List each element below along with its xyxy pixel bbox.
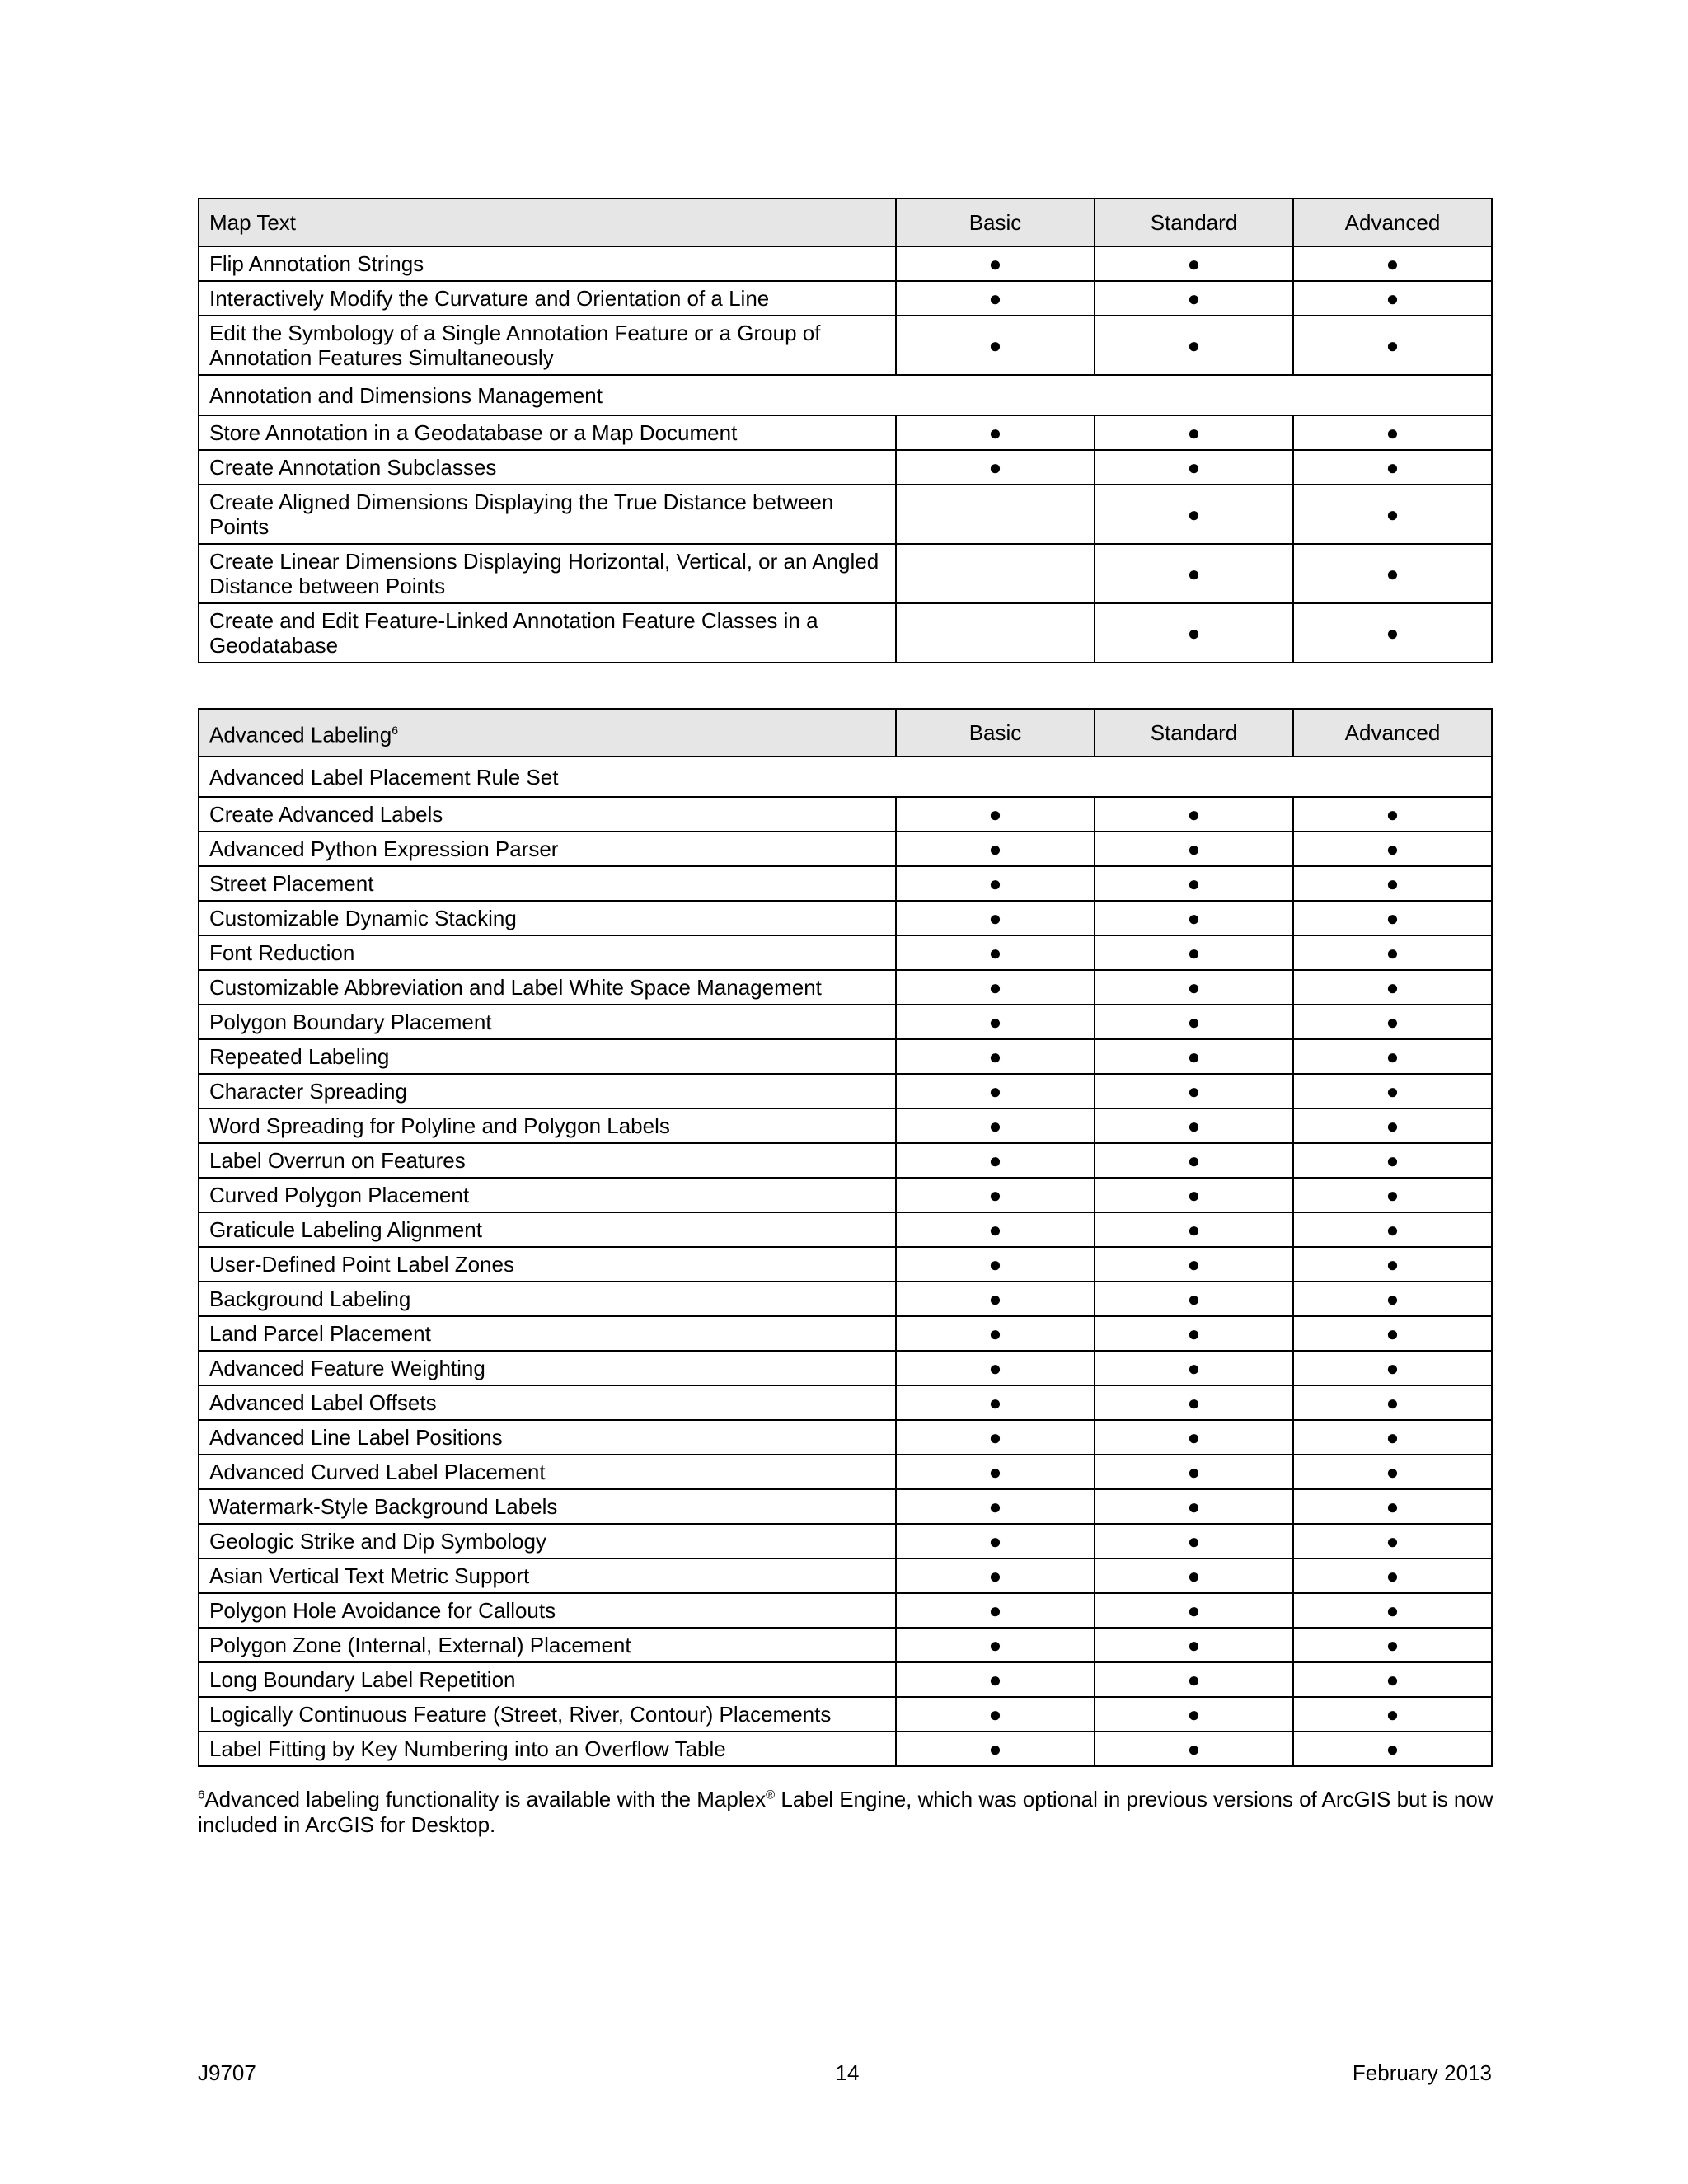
table-row bbox=[199, 1247, 1492, 1282]
feature-label: Land Parcel Placement bbox=[199, 1316, 896, 1351]
availability-dot-advanced: ● bbox=[1293, 450, 1492, 485]
availability-dot-standard: ● bbox=[1095, 1178, 1293, 1212]
availability-dot-standard: ● bbox=[1095, 1247, 1293, 1282]
availability-dot-basic: ● bbox=[896, 1039, 1095, 1074]
registered-mark: ® bbox=[766, 1788, 776, 1802]
table-row bbox=[199, 1178, 1492, 1212]
availability-dot-standard: ● bbox=[1095, 415, 1293, 450]
availability-dot-basic: ● bbox=[896, 1489, 1095, 1524]
availability-dot-advanced: ● bbox=[1293, 1524, 1492, 1558]
table-row bbox=[199, 1351, 1492, 1385]
availability-dot-basic: ● bbox=[896, 866, 1095, 901]
footnote bbox=[198, 1787, 1493, 1838]
table-row bbox=[199, 935, 1492, 970]
availability-dot-advanced: ● bbox=[1293, 415, 1492, 450]
availability-dot-standard: ● bbox=[1095, 1628, 1293, 1662]
table-row bbox=[199, 1212, 1492, 1247]
table-row bbox=[199, 1005, 1492, 1039]
table-row bbox=[199, 1039, 1492, 1074]
availability-dot-standard: ● bbox=[1095, 901, 1293, 935]
availability-dot-basic: ● bbox=[896, 1524, 1095, 1558]
availability-dot-standard: ● bbox=[1095, 603, 1293, 663]
section-header-row bbox=[199, 757, 1492, 797]
column-header-basic: Basic bbox=[896, 199, 1095, 246]
availability-dot-advanced: ● bbox=[1293, 1455, 1492, 1489]
availability-dot-basic: ● bbox=[896, 1455, 1095, 1489]
availability-dot-basic: ● bbox=[896, 1385, 1095, 1420]
availability-dot-basic: ● bbox=[896, 901, 1095, 935]
section-heading: Advanced Label Placement Rule Set bbox=[199, 757, 1492, 797]
column-header-advanced: Advanced bbox=[1293, 199, 1492, 246]
feature-label: Polygon Boundary Placement bbox=[199, 1005, 896, 1039]
feature-label: Curved Polygon Placement bbox=[199, 1178, 896, 1212]
availability-dot-standard: ● bbox=[1095, 485, 1293, 544]
availability-dot-standard: ● bbox=[1095, 1143, 1293, 1178]
table-row bbox=[199, 1282, 1492, 1316]
availability-dot-standard: ● bbox=[1095, 1074, 1293, 1108]
table-row bbox=[199, 1455, 1492, 1489]
availability-dot-standard: ● bbox=[1095, 1351, 1293, 1385]
table-title bbox=[199, 709, 896, 757]
availability-dot-standard: ● bbox=[1095, 1108, 1293, 1143]
availability-dot-basic: ● bbox=[896, 1005, 1095, 1039]
availability-dot-standard: ● bbox=[1095, 866, 1293, 901]
column-header-basic: Basic bbox=[896, 709, 1095, 757]
availability-dot-advanced: ● bbox=[1293, 1108, 1492, 1143]
footer-document-id: J9707 bbox=[198, 2060, 256, 2085]
availability-dot-basic bbox=[896, 603, 1095, 663]
feature-label: Geologic Strike and Dip Symbology bbox=[199, 1524, 896, 1558]
availability-dot-basic: ● bbox=[896, 1282, 1095, 1316]
availability-dot-standard: ● bbox=[1095, 1697, 1293, 1732]
feature-label: Font Reduction bbox=[199, 935, 896, 970]
availability-dot-standard: ● bbox=[1095, 1662, 1293, 1697]
availability-dot-basic: ● bbox=[896, 1558, 1095, 1593]
footnote-reference: 6 bbox=[392, 724, 398, 738]
feature-label: Graticule Labeling Alignment bbox=[199, 1212, 896, 1247]
feature-label: Advanced Line Label Positions bbox=[199, 1420, 896, 1455]
availability-dot-standard: ● bbox=[1095, 1455, 1293, 1489]
advanced-labeling-table bbox=[198, 708, 1493, 1767]
availability-dot-standard: ● bbox=[1095, 544, 1293, 603]
availability-dot-standard: ● bbox=[1095, 935, 1293, 970]
availability-dot-standard: ● bbox=[1095, 1420, 1293, 1455]
availability-dot-standard: ● bbox=[1095, 1732, 1293, 1766]
availability-dot-basic: ● bbox=[896, 1593, 1095, 1628]
feature-label: Create Linear Dimensions Displaying Horizontal, Vertical, or an Angled Distance between Points bbox=[199, 544, 896, 603]
table-row bbox=[199, 1074, 1492, 1108]
availability-dot-standard: ● bbox=[1095, 450, 1293, 485]
feature-label: Create Annotation Subclasses bbox=[199, 450, 896, 485]
table-row bbox=[199, 485, 1492, 544]
availability-dot-basic bbox=[896, 544, 1095, 603]
availability-dot-advanced: ● bbox=[1293, 901, 1492, 935]
table-row bbox=[199, 866, 1492, 901]
availability-dot-basic: ● bbox=[896, 1143, 1095, 1178]
feature-label: User-Defined Point Label Zones bbox=[199, 1247, 896, 1282]
footer-date: February 2013 bbox=[1352, 2060, 1492, 2085]
table-row bbox=[199, 544, 1492, 603]
availability-dot-basic: ● bbox=[896, 316, 1095, 375]
availability-dot-advanced: ● bbox=[1293, 603, 1492, 663]
availability-dot-basic: ● bbox=[896, 1697, 1095, 1732]
availability-dot-basic: ● bbox=[896, 797, 1095, 832]
footer-page-number: 14 bbox=[835, 2060, 860, 2085]
table-row bbox=[199, 1558, 1492, 1593]
table-title: Map Text bbox=[199, 199, 896, 246]
feature-label: Asian Vertical Text Metric Support bbox=[199, 1558, 896, 1593]
availability-dot-standard: ● bbox=[1095, 797, 1293, 832]
availability-dot-advanced: ● bbox=[1293, 970, 1492, 1005]
feature-label: Repeated Labeling bbox=[199, 1039, 896, 1074]
availability-dot-advanced: ● bbox=[1293, 1628, 1492, 1662]
table-row bbox=[199, 415, 1492, 450]
availability-dot-standard: ● bbox=[1095, 316, 1293, 375]
feature-label: Create Advanced Labels bbox=[199, 797, 896, 832]
table-row bbox=[199, 1420, 1492, 1455]
availability-dot-basic: ● bbox=[896, 970, 1095, 1005]
availability-dot-basic: ● bbox=[896, 450, 1095, 485]
column-header-standard: Standard bbox=[1095, 709, 1293, 757]
availability-dot-standard: ● bbox=[1095, 1282, 1293, 1316]
table-row bbox=[199, 1316, 1492, 1351]
availability-dot-standard: ● bbox=[1095, 1005, 1293, 1039]
availability-dot-advanced: ● bbox=[1293, 797, 1492, 832]
table-row bbox=[199, 316, 1492, 375]
availability-dot-basic: ● bbox=[896, 1247, 1095, 1282]
availability-dot-advanced: ● bbox=[1293, 866, 1492, 901]
map-text-table bbox=[198, 198, 1493, 663]
feature-label: Logically Continuous Feature (Street, River, Contour) Placements bbox=[199, 1697, 896, 1732]
availability-dot-basic: ● bbox=[896, 246, 1095, 281]
feature-label: Customizable Abbreviation and Label White Space Management bbox=[199, 970, 896, 1005]
feature-label: Create and Edit Feature-Linked Annotation Feature Classes in a Geodatabase bbox=[199, 603, 896, 663]
footnote-marker: 6 bbox=[198, 1788, 205, 1802]
availability-dot-advanced: ● bbox=[1293, 1351, 1492, 1385]
feature-label: Background Labeling bbox=[199, 1282, 896, 1316]
availability-dot-basic bbox=[896, 485, 1095, 544]
feature-label: Label Overrun on Features bbox=[199, 1143, 896, 1178]
availability-dot-advanced: ● bbox=[1293, 935, 1492, 970]
availability-dot-advanced: ● bbox=[1293, 1420, 1492, 1455]
table-row bbox=[199, 1108, 1492, 1143]
table-row bbox=[199, 603, 1492, 663]
section-heading: Annotation and Dimensions Management bbox=[199, 375, 1492, 415]
table-row bbox=[199, 832, 1492, 866]
table-row bbox=[199, 1143, 1492, 1178]
table-row bbox=[199, 901, 1492, 935]
availability-dot-basic: ● bbox=[896, 1108, 1095, 1143]
availability-dot-advanced: ● bbox=[1293, 1074, 1492, 1108]
feature-label: Store Annotation in a Geodatabase or a Map Document bbox=[199, 415, 896, 450]
availability-dot-advanced: ● bbox=[1293, 1385, 1492, 1420]
availability-dot-standard: ● bbox=[1095, 1385, 1293, 1420]
availability-dot-advanced: ● bbox=[1293, 316, 1492, 375]
table-row bbox=[199, 1732, 1492, 1766]
feature-label: Advanced Python Expression Parser bbox=[199, 832, 896, 866]
feature-label: Label Fitting by Key Numbering into an Overflow Table bbox=[199, 1732, 896, 1766]
availability-dot-advanced: ● bbox=[1293, 1662, 1492, 1697]
availability-dot-advanced: ● bbox=[1293, 544, 1492, 603]
table-row bbox=[199, 1662, 1492, 1697]
availability-dot-standard: ● bbox=[1095, 1316, 1293, 1351]
table-row bbox=[199, 450, 1492, 485]
footnote-text-continued: Label Engine, which was optional in previous versions of ArcGIS but is now included in ArcGIS for Desktop. bbox=[198, 1787, 1493, 1837]
table-row bbox=[199, 281, 1492, 316]
availability-dot-standard: ● bbox=[1095, 246, 1293, 281]
availability-dot-advanced: ● bbox=[1293, 1282, 1492, 1316]
availability-dot-standard: ● bbox=[1095, 1558, 1293, 1593]
feature-label: Polygon Hole Avoidance for Callouts bbox=[199, 1593, 896, 1628]
feature-label: Advanced Label Offsets bbox=[199, 1385, 896, 1420]
availability-dot-advanced: ● bbox=[1293, 1697, 1492, 1732]
availability-dot-basic: ● bbox=[896, 1662, 1095, 1697]
feature-label: Advanced Curved Label Placement bbox=[199, 1455, 896, 1489]
availability-dot-advanced: ● bbox=[1293, 281, 1492, 316]
footnote-text: Advanced labeling functionality is available with the Maplex bbox=[204, 1787, 767, 1811]
availability-dot-standard: ● bbox=[1095, 1593, 1293, 1628]
availability-dot-advanced: ● bbox=[1293, 1593, 1492, 1628]
availability-dot-advanced: ● bbox=[1293, 1489, 1492, 1524]
availability-dot-basic: ● bbox=[896, 832, 1095, 866]
availability-dot-basic: ● bbox=[896, 1420, 1095, 1455]
availability-dot-basic: ● bbox=[896, 935, 1095, 970]
column-header-standard: Standard bbox=[1095, 199, 1293, 246]
availability-dot-advanced: ● bbox=[1293, 485, 1492, 544]
table-row bbox=[199, 797, 1492, 832]
feature-label: Create Aligned Dimensions Displaying the True Distance between Points bbox=[199, 485, 896, 544]
table-header-row bbox=[199, 199, 1492, 246]
availability-dot-advanced: ● bbox=[1293, 1039, 1492, 1074]
feature-label: Advanced Feature Weighting bbox=[199, 1351, 896, 1385]
availability-dot-advanced: ● bbox=[1293, 1212, 1492, 1247]
availability-dot-standard: ● bbox=[1095, 1524, 1293, 1558]
availability-dot-advanced: ● bbox=[1293, 1316, 1492, 1351]
availability-dot-basic: ● bbox=[896, 1732, 1095, 1766]
table-row bbox=[199, 1489, 1492, 1524]
availability-dot-basic: ● bbox=[896, 1316, 1095, 1351]
table-header-row bbox=[199, 709, 1492, 757]
availability-dot-standard: ● bbox=[1095, 1212, 1293, 1247]
availability-dot-advanced: ● bbox=[1293, 1005, 1492, 1039]
feature-label: Flip Annotation Strings bbox=[199, 246, 896, 281]
availability-dot-standard: ● bbox=[1095, 832, 1293, 866]
section-header-row bbox=[199, 375, 1492, 415]
availability-dot-standard: ● bbox=[1095, 281, 1293, 316]
table-title-text: Advanced Labeling bbox=[209, 722, 392, 748]
availability-dot-advanced: ● bbox=[1293, 1178, 1492, 1212]
availability-dot-advanced: ● bbox=[1293, 1247, 1492, 1282]
availability-dot-standard: ● bbox=[1095, 1039, 1293, 1074]
availability-dot-advanced: ● bbox=[1293, 1732, 1492, 1766]
availability-dot-standard: ● bbox=[1095, 970, 1293, 1005]
availability-dot-basic: ● bbox=[896, 1628, 1095, 1662]
availability-dot-standard: ● bbox=[1095, 1489, 1293, 1524]
availability-dot-advanced: ● bbox=[1293, 1558, 1492, 1593]
availability-dot-basic: ● bbox=[896, 1212, 1095, 1247]
feature-label: Interactively Modify the Curvature and Orientation of a Line bbox=[199, 281, 896, 316]
availability-dot-advanced: ● bbox=[1293, 832, 1492, 866]
table-row bbox=[199, 1524, 1492, 1558]
column-header-advanced: Advanced bbox=[1293, 709, 1492, 757]
feature-label: Long Boundary Label Repetition bbox=[199, 1662, 896, 1697]
availability-dot-basic: ● bbox=[896, 1074, 1095, 1108]
table-row bbox=[199, 1385, 1492, 1420]
availability-dot-advanced: ● bbox=[1293, 1143, 1492, 1178]
feature-label: Customizable Dynamic Stacking bbox=[199, 901, 896, 935]
availability-dot-advanced: ● bbox=[1293, 246, 1492, 281]
availability-dot-basic: ● bbox=[896, 1178, 1095, 1212]
availability-dot-basic: ● bbox=[896, 281, 1095, 316]
feature-label: Watermark-Style Background Labels bbox=[199, 1489, 896, 1524]
feature-label: Character Spreading bbox=[199, 1074, 896, 1108]
table-row bbox=[199, 1697, 1492, 1732]
availability-dot-basic: ● bbox=[896, 1351, 1095, 1385]
table-row bbox=[199, 970, 1492, 1005]
feature-label: Word Spreading for Polyline and Polygon Labels bbox=[199, 1108, 896, 1143]
feature-label: Polygon Zone (Internal, External) Placement bbox=[199, 1628, 896, 1662]
feature-label: Edit the Symbology of a Single Annotation Feature or a Group of Annotation Features Simultaneously bbox=[199, 316, 896, 375]
feature-label: Street Placement bbox=[199, 866, 896, 901]
table-row bbox=[199, 1593, 1492, 1628]
table-row bbox=[199, 246, 1492, 281]
table-row bbox=[199, 1628, 1492, 1662]
availability-dot-basic: ● bbox=[896, 415, 1095, 450]
